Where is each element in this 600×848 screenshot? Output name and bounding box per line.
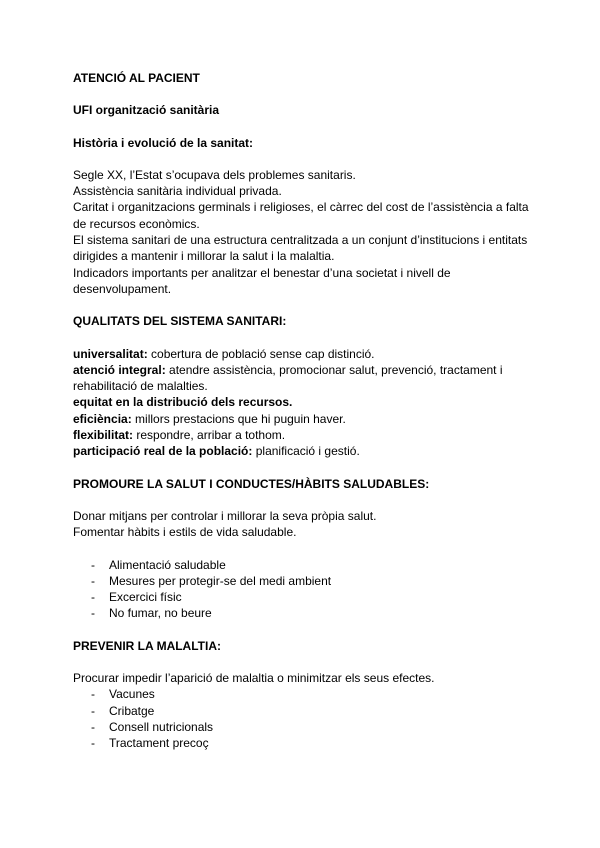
quality-item bbox=[73, 394, 543, 410]
quality-term: atenció integral: bbox=[73, 362, 166, 377]
list-item-text: No fumar, no beure bbox=[109, 606, 212, 621]
history-line: Indicadors importants per analitzar el benestar d’una societat i nivell de desenvolupament. bbox=[73, 265, 451, 296]
promote-section bbox=[73, 508, 543, 622]
dash-marker: - bbox=[91, 573, 95, 588]
list-item-text: Vacunes bbox=[109, 687, 155, 702]
list-item bbox=[73, 719, 543, 735]
prevent-bullet-list bbox=[73, 686, 543, 751]
list-item-text: Alimentació saludable bbox=[109, 557, 226, 572]
history-line: El sistema sanitari de una estructura centralitzada a un conjunt d’institucions i entitats dirigides a mantenir i millorar la salut i la malaltia. bbox=[73, 233, 528, 264]
history-line: Segle XX, l’Estat s’ocupava dels problemes sanitaris. bbox=[73, 167, 356, 182]
dash-marker: - bbox=[91, 557, 95, 572]
quality-term: universalitat: bbox=[73, 346, 148, 361]
quality-term: eficiència: bbox=[73, 411, 132, 426]
dash-marker: - bbox=[91, 719, 95, 734]
promote-line: Fomentar hàbits i estils de vida saludable. bbox=[73, 525, 297, 540]
quality-desc: cobertura de població sense cap distinció. bbox=[147, 346, 375, 361]
promote-heading: PROMOURE LA SALUT I CONDUCTES/HÀBITS SALUDABLES: bbox=[73, 476, 430, 491]
prevent-heading: PREVENIR LA MALALTIA: bbox=[73, 638, 221, 653]
qualities-heading: QUALITATS DEL SISTEMA SANITARI: bbox=[73, 314, 287, 329]
list-item bbox=[73, 605, 543, 621]
history-line: Caritat i organitzacions germinals i religioses, el càrrec del cost de l’assistència a falta de recursos econòmics. bbox=[73, 200, 529, 231]
list-item bbox=[73, 686, 543, 702]
dash-marker: - bbox=[91, 590, 95, 605]
list-item-text: Mesures per protegir-se del medi ambient bbox=[109, 573, 332, 588]
list-item-text: Consell nutricionals bbox=[109, 719, 214, 734]
quality-item bbox=[73, 443, 543, 459]
quality-desc: millors prestacions que hi puguin haver. bbox=[131, 411, 346, 426]
quality-item bbox=[73, 427, 543, 443]
dash-marker: - bbox=[91, 736, 95, 751]
promote-line: Donar mitjans per controlar i millorar la seva pròpia salut. bbox=[73, 508, 377, 523]
quality-desc: planificació i gestió. bbox=[252, 444, 360, 459]
document-subtitle: UFI organització sanitària bbox=[73, 103, 220, 118]
quality-desc: atendre assistència, promocionar salut, prevenció, tractament i rehabilitació de malalties. bbox=[73, 362, 503, 394]
list-item-text: Cribatge bbox=[109, 703, 155, 718]
dash-marker: - bbox=[91, 703, 95, 718]
quality-item bbox=[73, 411, 543, 427]
list-item bbox=[73, 703, 543, 719]
list-item bbox=[73, 557, 543, 573]
document-page bbox=[73, 70, 543, 752]
qualities-section bbox=[73, 346, 543, 460]
history-section bbox=[73, 167, 543, 297]
list-item bbox=[73, 735, 543, 751]
prevent-section bbox=[73, 670, 543, 751]
list-item-text: Tractament precoç bbox=[109, 736, 209, 751]
document-title: ATENCIÓ AL PACIENT bbox=[73, 71, 200, 85]
history-line: Assistència sanitària individual privada. bbox=[73, 184, 282, 199]
history-heading: Història i evolució de la sanitat: bbox=[73, 135, 254, 150]
quality-desc: respondre, arribar a tothom. bbox=[133, 428, 286, 443]
prevent-line: Procurar impedir l’aparició de malaltia o minimitzar els seus efectes. bbox=[73, 671, 435, 686]
promote-bullet-list bbox=[73, 557, 543, 622]
quality-item bbox=[73, 362, 543, 395]
dash-marker: - bbox=[91, 687, 95, 702]
dash-marker: - bbox=[91, 606, 95, 621]
quality-term: flexibilitat: bbox=[73, 428, 134, 443]
list-item bbox=[73, 573, 543, 589]
list-item-text: Excercici físic bbox=[109, 590, 182, 605]
quality-term: equitat en la distribució dels recursos. bbox=[73, 395, 293, 410]
quality-term: participació real de la població: bbox=[73, 444, 253, 459]
quality-item bbox=[73, 346, 543, 362]
list-item bbox=[73, 589, 543, 605]
